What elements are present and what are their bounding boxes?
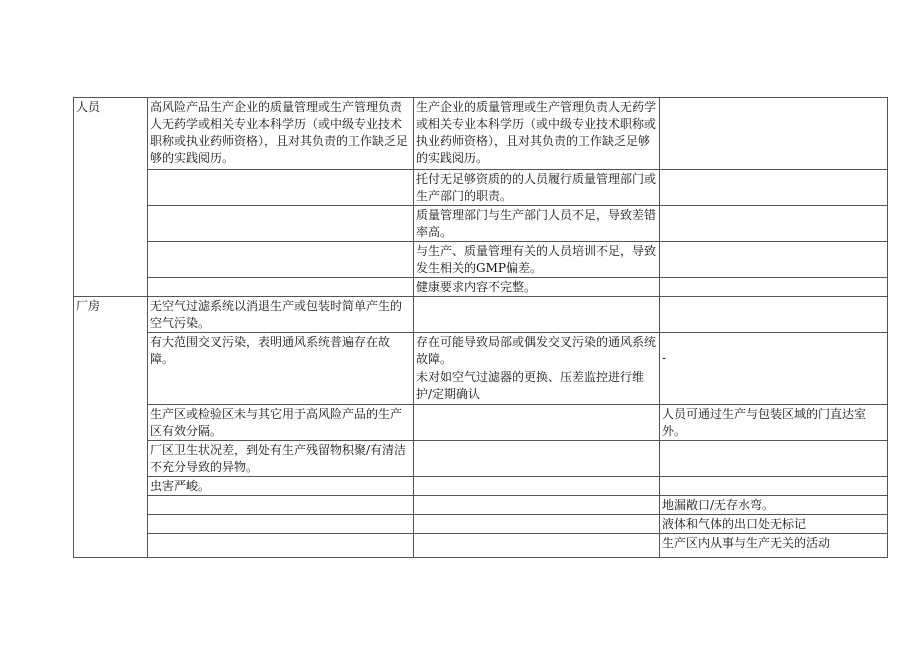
- cell-personnel-1-col1: 高风险产品生产企业的质量管理或生产管理负责人无药学或相关专业本科学历（或中级专业技术职称或执业药师资格），且对其负责的工作缺乏足够的实践阅历。: [148, 98, 414, 170]
- cell-plant-3-col1: 生产区或检验区未与其它用于高风险产品的生产区有效分隔。: [148, 405, 414, 441]
- cell-plant-4-col1: 厂区卫生状况差，到处有生产残留物积聚/有清洁不充分导致的异物。: [148, 441, 414, 477]
- cell-plant-2-col2-text-b: 未对如空气过滤器的更换、压差监控进行维护/定期确认: [416, 370, 645, 401]
- cell-plant-1-col1: 无空气过滤系统以消退生产或包装时简单产生的空气污染。: [148, 297, 414, 333]
- cell-plant-4-col3: [660, 441, 888, 477]
- cell-personnel-3-col1: [148, 206, 414, 242]
- cell-personnel-3-col2: 质量管理部门与生产部门人员不足，导致差错率高。: [414, 206, 660, 242]
- table-row: [74, 170, 888, 206]
- cell-personnel-2-col1: [148, 170, 414, 206]
- table-row: [74, 441, 888, 477]
- cell-personnel-5-col3: [660, 278, 888, 297]
- cell-plant-6-col1: [148, 496, 414, 515]
- cell-plant-3-col2: [414, 405, 660, 441]
- cell-plant-6-col3: 地漏敞口/无存水弯。: [660, 496, 888, 515]
- table-row: [74, 98, 888, 170]
- cell-plant-7-col1: [148, 515, 414, 534]
- cell-plant-2-col2: [414, 333, 660, 405]
- table-row: [74, 278, 888, 297]
- cell-plant-4-col2: [414, 441, 660, 477]
- cell-personnel-4-col2: 与生产、质量管理有关的人员培训不足，导致发生相关的GMP偏差。: [414, 242, 660, 278]
- cell-plant-2-col3: [660, 333, 888, 405]
- cell-plant-8-col3: 生产区内从事与生产无关的活动: [660, 534, 888, 558]
- cell-plant-5-col1: 虫害严峻。: [148, 477, 414, 496]
- dash-mark: -: [662, 350, 667, 365]
- cell-plant-6-col2: [414, 496, 660, 515]
- cell-plant-7-col2: [414, 515, 660, 534]
- cell-plant-5-col3: [660, 477, 888, 496]
- cell-personnel-4-col1: [148, 242, 414, 278]
- cell-personnel-5-col2: 健康要求内容不完整。: [414, 278, 660, 297]
- cell-plant-8-col1: [148, 534, 414, 558]
- cell-personnel-2-col3: [660, 170, 888, 206]
- table-row: [74, 496, 888, 515]
- cell-plant-2-col1: 有大范围交叉污染，表明通风系统普遍存在故障。: [148, 333, 414, 405]
- table-row: [74, 297, 888, 333]
- cell-plant-8-col2: [414, 534, 660, 558]
- section-label-personnel: 人员: [74, 98, 148, 297]
- section-label-plant: 厂房: [74, 297, 148, 558]
- cell-personnel-4-col3: [660, 242, 888, 278]
- cell-plant-7-col3: 液体和气体的出口处无标记: [660, 515, 888, 534]
- cell-plant-1-col2: [414, 297, 660, 333]
- table-row: [74, 333, 888, 405]
- table-row: [74, 515, 888, 534]
- table-row: [74, 405, 888, 441]
- cell-plant-2-col2-text: 存在可能导致局部或偶发交叉污染的通风系统故障。: [416, 335, 657, 366]
- cell-plant-5-col2: [414, 477, 660, 496]
- table-row: [74, 206, 888, 242]
- cell-plant-3-col3: 人员可通过生产与包装区域的门直达室外。: [660, 405, 888, 441]
- cell-plant-1-col3: [660, 297, 888, 333]
- cell-personnel-3-col3: [660, 206, 888, 242]
- table-row: [74, 477, 888, 496]
- table-row: [74, 534, 888, 558]
- cell-personnel-5-col1: [148, 278, 414, 297]
- deficiency-classification-table: [73, 97, 888, 558]
- cell-personnel-2-col2: 托付无足够资质的的人员履行质量管理部门或生产部门的职责。: [414, 170, 660, 206]
- table-row: [74, 242, 888, 278]
- cell-personnel-1-col2: 生产企业的质量管理或生产管理负责人无药学或相关专业本科学历（或中级专业技术职称或执业药师资格），且对其负责的工作缺乏足够的实践阅历。: [414, 98, 660, 170]
- cell-personnel-1-col3: [660, 98, 888, 170]
